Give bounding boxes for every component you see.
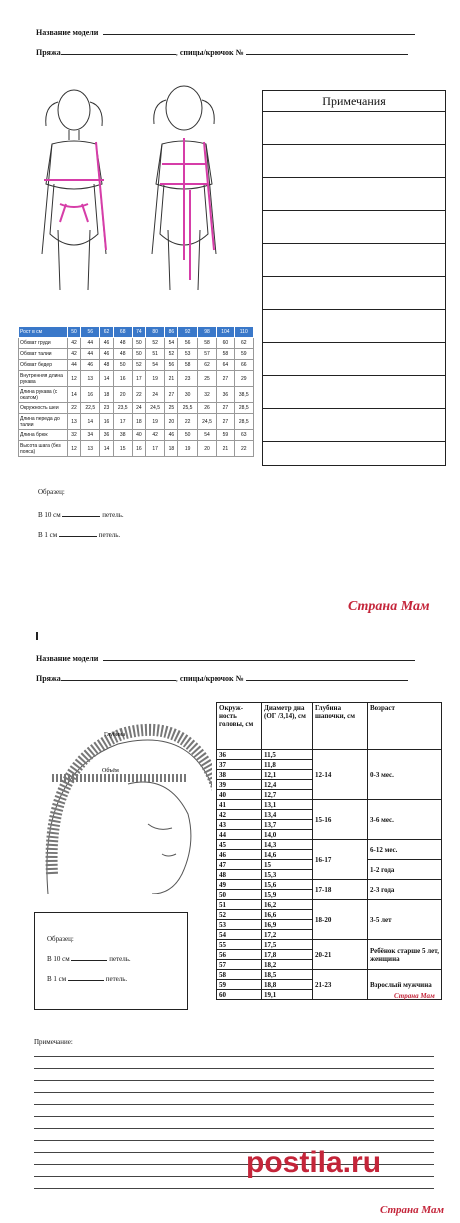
measure-value: 14: [68, 387, 81, 403]
head-circumference-cell: 43: [217, 820, 262, 830]
notes-line: [34, 1104, 434, 1105]
crown-diameter-cell: 14,3: [262, 840, 313, 850]
hat-age-cell: 6-12 мес.: [368, 840, 442, 860]
size-table-row: [19, 338, 254, 349]
head-circumference-cell: 55: [217, 940, 262, 950]
measure-value: 38: [113, 430, 132, 441]
note-line: [263, 276, 445, 309]
measure-value: 16: [132, 441, 145, 457]
crown-diameter-cell: 16,2: [262, 900, 313, 910]
hat-age-cell: Взрослый мужчина: [368, 970, 442, 1000]
hat-depth-cell: 18-20: [313, 900, 368, 940]
measure-value: 50: [113, 360, 132, 371]
measure-value: 56: [165, 360, 178, 371]
note-line: [263, 441, 445, 474]
crown-diameter-cell: 14,6: [262, 850, 313, 860]
measure-value: 28,5: [234, 403, 254, 414]
measure-value: 14: [100, 371, 113, 387]
crown-diameter-cell: 15,3: [262, 870, 313, 880]
hat-header-depth: Глубина шапочки, см: [313, 703, 368, 750]
height-cell: 74: [132, 327, 145, 338]
hat-age-cell: 1-2 года: [368, 860, 442, 880]
measure-value: 50: [132, 338, 145, 349]
measure-value: 27: [217, 371, 234, 387]
note-line: [263, 309, 445, 342]
needles-label-2: спицы/крючок №: [179, 674, 244, 683]
measure-value: 62: [197, 360, 216, 371]
measure-value: 28,5: [234, 414, 254, 430]
head-circumference-cell: 50: [217, 890, 262, 900]
measure-label: Длина переда до талии: [19, 414, 68, 430]
hat-depth-cell: 21-23: [313, 970, 368, 1000]
head-circumference-cell: 46: [217, 850, 262, 860]
crown-diameter-cell: 12,1: [262, 770, 313, 780]
sample-10cm-blank-2: [71, 960, 107, 961]
yarn-blank: [61, 54, 176, 55]
hat-table-row: [217, 800, 442, 810]
head-circumference-cell: 52: [217, 910, 262, 920]
measure-value: 42: [145, 430, 164, 441]
head-circumference-cell: 37: [217, 760, 262, 770]
measure-value: 32: [68, 430, 81, 441]
measure-value: 16: [100, 414, 113, 430]
size-table-row: [19, 371, 254, 387]
notes-line: [34, 1080, 434, 1081]
measure-value: 25: [165, 403, 178, 414]
measure-value: 48: [113, 349, 132, 360]
sample-line-1cm: [38, 531, 120, 539]
notes-line: [34, 1068, 434, 1069]
crown-diameter-cell: 13,7: [262, 820, 313, 830]
measure-value: 20: [165, 414, 178, 430]
head-circumference-cell: 57: [217, 960, 262, 970]
hat-depth-cell: 20-21: [313, 940, 368, 970]
yarn-field-2: Пряжа , спицы/крючок №: [36, 674, 430, 683]
hat-size-table: [216, 702, 442, 1000]
measure-value: 66: [234, 360, 254, 371]
note-line: [263, 111, 445, 144]
head-measurement-diagram: [28, 704, 212, 894]
sample-title: Образец:: [38, 488, 65, 496]
circumference-label: Объём: [102, 768, 119, 774]
yarn-label: Пряжа: [36, 48, 61, 57]
crown-diameter-cell: 12,7: [262, 790, 313, 800]
measure-label: Обхват груди: [19, 338, 68, 349]
measure-value: 59: [217, 430, 234, 441]
measure-value: 62: [234, 338, 254, 349]
head-circumference-cell: 60: [217, 990, 262, 1000]
measure-value: 24,5: [197, 414, 216, 430]
measure-value: 19: [178, 441, 197, 457]
measure-value: 57: [197, 349, 216, 360]
model-name-label: Название модели: [36, 28, 99, 37]
watermark-strana-mam-2: Страна Мам: [394, 992, 435, 1000]
crown-diameter-cell: 12,4: [262, 780, 313, 790]
measure-label: Окружность шеи: [19, 403, 68, 414]
measure-value: 16: [113, 371, 132, 387]
crown-diameter-cell: 18,5: [262, 970, 313, 980]
note-line: [263, 144, 445, 177]
head-circumference-cell: 40: [217, 790, 262, 800]
measure-value: 19: [145, 414, 164, 430]
measure-value: 25: [197, 371, 216, 387]
measure-value: 46: [81, 360, 100, 371]
measure-value: 17: [113, 414, 132, 430]
measure-value: 48: [100, 360, 113, 371]
measure-value: 36: [217, 387, 234, 403]
crown-diameter-cell: 17,8: [262, 950, 313, 960]
measure-value: 16: [81, 387, 100, 403]
crown-diameter-cell: 15: [262, 860, 313, 870]
measure-value: 14: [100, 441, 113, 457]
hat-table-row: [217, 970, 442, 980]
model-name-field: [36, 28, 430, 37]
measure-label: Внутренняя длина рукава: [19, 371, 68, 387]
crown-diameter-cell: 11,8: [262, 760, 313, 770]
hat-table-row: [217, 840, 442, 850]
head-circumference-cell: 58: [217, 970, 262, 980]
sample-line-10cm: [38, 511, 124, 519]
measure-value: 46: [165, 430, 178, 441]
height-cell: 92: [178, 327, 197, 338]
sample-title-2: Образец:: [47, 935, 74, 943]
measure-value: 54: [197, 430, 216, 441]
measure-value: 52: [132, 360, 145, 371]
measure-value: 46: [100, 338, 113, 349]
notes-box: [262, 90, 446, 466]
hat-age-cell: 0-3 мес.: [368, 750, 442, 800]
hat-age-cell: 3-5 лет: [368, 900, 442, 940]
size-table-header-row: [19, 327, 254, 338]
measure-value: 22: [68, 403, 81, 414]
measure-value: 46: [100, 349, 113, 360]
head-circumference-cell: 59: [217, 980, 262, 990]
measure-value: 14: [81, 414, 100, 430]
head-circumference-cell: 53: [217, 920, 262, 930]
measure-value: 17: [132, 371, 145, 387]
head-circumference-cell: 39: [217, 780, 262, 790]
measure-value: 22: [234, 441, 254, 457]
sample-1cm-suffix-2: петель.: [105, 975, 128, 983]
measure-value: 44: [81, 338, 100, 349]
sample-box: [34, 912, 188, 1010]
head-circumference-cell: 47: [217, 860, 262, 870]
measure-value: 58: [178, 360, 197, 371]
measure-value: 24: [145, 387, 164, 403]
height-cell: 80: [145, 327, 164, 338]
yarn-field: Пряжа , спицы/крючок №: [36, 48, 430, 57]
measure-value: 13: [68, 414, 81, 430]
measure-label: Длина рукава (с окатом): [19, 387, 68, 403]
height-cell: 68: [113, 327, 132, 338]
measure-value: 19: [145, 371, 164, 387]
hat-depth-cell: 15-16: [313, 800, 368, 840]
watermark-strana-mam-3: Страна Мам: [380, 1204, 445, 1216]
hat-age-cell: 3-6 мес.: [368, 800, 442, 840]
size-table-row: [19, 403, 254, 414]
head-circumference-cell: 41: [217, 800, 262, 810]
sample-1cm-blank-2: [68, 980, 104, 981]
crown-diameter-cell: 11,5: [262, 750, 313, 760]
measure-value: 23: [178, 371, 197, 387]
notes-label: Примечание:: [34, 1038, 73, 1046]
size-table-row: [19, 349, 254, 360]
measure-value: 54: [145, 360, 164, 371]
measure-value: 50: [178, 430, 197, 441]
sample-line-10cm-2: [47, 955, 131, 963]
measure-label: Обхват талии: [19, 349, 68, 360]
measure-value: 60: [217, 338, 234, 349]
measure-value: 52: [145, 338, 164, 349]
hat-depth-cell: 12-14: [313, 750, 368, 800]
notes-title: Примечания: [322, 94, 386, 108]
measure-value: 64: [217, 360, 234, 371]
measure-value: 27: [165, 387, 178, 403]
measure-value: 56: [178, 338, 197, 349]
measure-value: 51: [145, 349, 164, 360]
head-circumference-cell: 45: [217, 840, 262, 850]
measure-value: 22,5: [81, 403, 100, 414]
sample-1cm-prefix-2: В 1 см: [47, 975, 67, 983]
measure-value: 36: [100, 430, 113, 441]
head-circumference-cell: 42: [217, 810, 262, 820]
measure-label: Высота шага (без пояса): [19, 441, 68, 457]
note-line: [263, 210, 445, 243]
measure-value: 38,5: [234, 387, 254, 403]
sample-line-1cm-2: [47, 975, 127, 983]
size-table-body: [19, 338, 254, 457]
head-circumference-cell: 48: [217, 870, 262, 880]
head-circumference-cell: 51: [217, 900, 262, 910]
measure-value: 53: [178, 349, 197, 360]
measure-value: 23,5: [113, 403, 132, 414]
sample-10cm-prefix-2: В 10 см: [47, 955, 70, 963]
crown-diameter-cell: 16,9: [262, 920, 313, 930]
yarn-label-2: Пряжа: [36, 674, 61, 683]
measure-label: Длина брюк: [19, 430, 68, 441]
measure-value: 58: [217, 349, 234, 360]
size-table-row: [19, 441, 254, 457]
height-cell: 104: [217, 327, 234, 338]
measure-value: 23: [100, 403, 113, 414]
hat-depth-cell: 16-17: [313, 840, 368, 880]
sample-10cm-prefix: В 10 см: [38, 511, 61, 519]
measure-value: 15: [113, 441, 132, 457]
hat-age-cell: Ребёнок старше 5 лет, женщина: [368, 940, 442, 970]
hat-header-age: Возраст: [368, 703, 442, 750]
measure-value: 20: [197, 441, 216, 457]
head-circumference-cell: 54: [217, 930, 262, 940]
notes-line: [34, 1128, 434, 1129]
size-table-row: [19, 360, 254, 371]
size-table-row: [19, 414, 254, 430]
notes-line: [34, 1140, 434, 1141]
crown-diameter-cell: 18,8: [262, 980, 313, 990]
height-cell: 56: [81, 327, 100, 338]
height-cell: 62: [100, 327, 113, 338]
measure-value: 12: [68, 371, 81, 387]
note-line: [263, 342, 445, 375]
hat-table-body: [217, 750, 442, 1000]
measure-value: 18: [165, 441, 178, 457]
measure-value: 13: [81, 441, 100, 457]
measure-value: 21: [217, 441, 234, 457]
hat-table-row: [217, 900, 442, 910]
crown-diameter-cell: 17,5: [262, 940, 313, 950]
needles-label: спицы/крючок №: [179, 48, 244, 57]
model-name-field-2: [36, 654, 430, 663]
hat-header-diameter: Диаметр дна (ОГ /3,14), см: [262, 703, 313, 750]
measure-value: 58: [197, 338, 216, 349]
measure-value: 13: [81, 371, 100, 387]
note-line: [263, 243, 445, 276]
measure-value: 25,5: [178, 403, 197, 414]
crown-diameter-cell: 13,1: [262, 800, 313, 810]
note-line: [263, 177, 445, 210]
size-table-row: [19, 387, 254, 403]
crown-diameter-cell: 13,4: [262, 810, 313, 820]
head-circumference-cell: 56: [217, 950, 262, 960]
measure-value: 52: [165, 349, 178, 360]
measure-value: 34: [81, 430, 100, 441]
sample-1cm-suffix: петель.: [98, 531, 121, 539]
needles-blank-2: [246, 680, 408, 681]
height-cell: 110: [234, 327, 254, 338]
measure-value: 48: [113, 338, 132, 349]
measure-value: 30: [178, 387, 197, 403]
model-name-blank: [103, 34, 415, 35]
measure-value: 22: [132, 387, 145, 403]
notes-line: [34, 1116, 434, 1117]
height-cell: 86: [165, 327, 178, 338]
measure-value: 32: [197, 387, 216, 403]
height-cell: 50: [68, 327, 81, 338]
measure-value: 24: [132, 403, 145, 414]
crown-diameter-cell: 16,6: [262, 910, 313, 920]
crown-diameter-cell: 14,0: [262, 830, 313, 840]
note-line: [263, 375, 445, 408]
measure-value: 21: [165, 371, 178, 387]
sample-1cm-blank: [59, 536, 97, 537]
measure-value: 63: [234, 430, 254, 441]
sample-10cm-blank: [62, 516, 100, 517]
hat-header-head-circ: Окруж-ность головы, см: [217, 703, 262, 750]
measure-value: 17: [145, 441, 164, 457]
measure-value: 27: [217, 414, 234, 430]
yarn-blank-2: [61, 680, 176, 681]
notes-line: [34, 1056, 434, 1057]
measure-value: 22: [178, 414, 197, 430]
measure-value: 27: [217, 403, 234, 414]
measure-label: Обхват бедер: [19, 360, 68, 371]
head-circumference-cell: 44: [217, 830, 262, 840]
crown-diameter-cell: 15,6: [262, 880, 313, 890]
sample-10cm-suffix-2: петель.: [109, 955, 131, 963]
hat-depth-cell: 17-18: [313, 880, 368, 900]
notes-line: [34, 1092, 434, 1093]
hat-table-row: [217, 750, 442, 760]
model-name-blank-2: [103, 660, 415, 661]
measure-value: 42: [68, 349, 81, 360]
head-circumference-cell: 49: [217, 880, 262, 890]
needles-blank: [246, 54, 408, 55]
watermark-strana-mam: Страна Мам: [348, 599, 430, 614]
measure-value: 44: [81, 349, 100, 360]
measure-value: 18: [100, 387, 113, 403]
head-circumference-cell: 38: [217, 770, 262, 780]
measure-value: 18: [132, 414, 145, 430]
crown-diameter-cell: 19,1: [262, 990, 313, 1000]
measure-value: 50: [132, 349, 145, 360]
notes-line: [34, 1188, 434, 1189]
size-chart-table: [18, 326, 254, 457]
girl-measurement-figures: [14, 80, 254, 320]
hat-table-header-row: [217, 703, 442, 750]
note-line: [263, 408, 445, 441]
sample-10cm-suffix: петель.: [102, 511, 124, 519]
model-name-label-2: Название модели: [36, 654, 99, 663]
crown-diameter-cell: 18,2: [262, 960, 313, 970]
measure-value: 40: [132, 430, 145, 441]
head-circumference-cell: 36: [217, 750, 262, 760]
hat-table-row: [217, 880, 442, 890]
hat-age-cell: 2-3 года: [368, 880, 442, 900]
size-table-corner: Рост в см: [19, 327, 68, 338]
measure-value: 12: [68, 441, 81, 457]
measure-value: 24,5: [145, 403, 164, 414]
text-cursor: [36, 632, 38, 640]
depth-label: Глубина: [104, 732, 126, 738]
crown-diameter-cell: 17,2: [262, 930, 313, 940]
sample-1cm-prefix: В 1 см: [38, 531, 58, 539]
measure-value: 44: [68, 360, 81, 371]
measure-value: 29: [234, 371, 254, 387]
measure-value: 54: [165, 338, 178, 349]
measure-value: 42: [68, 338, 81, 349]
measure-value: 20: [113, 387, 132, 403]
hat-table-row: [217, 940, 442, 950]
measure-value: 59: [234, 349, 254, 360]
height-cell: 98: [197, 327, 216, 338]
measure-value: 26: [197, 403, 216, 414]
postila-logo: postila.ru: [246, 1146, 382, 1179]
size-table-row: [19, 430, 254, 441]
crown-diameter-cell: 15,9: [262, 890, 313, 900]
